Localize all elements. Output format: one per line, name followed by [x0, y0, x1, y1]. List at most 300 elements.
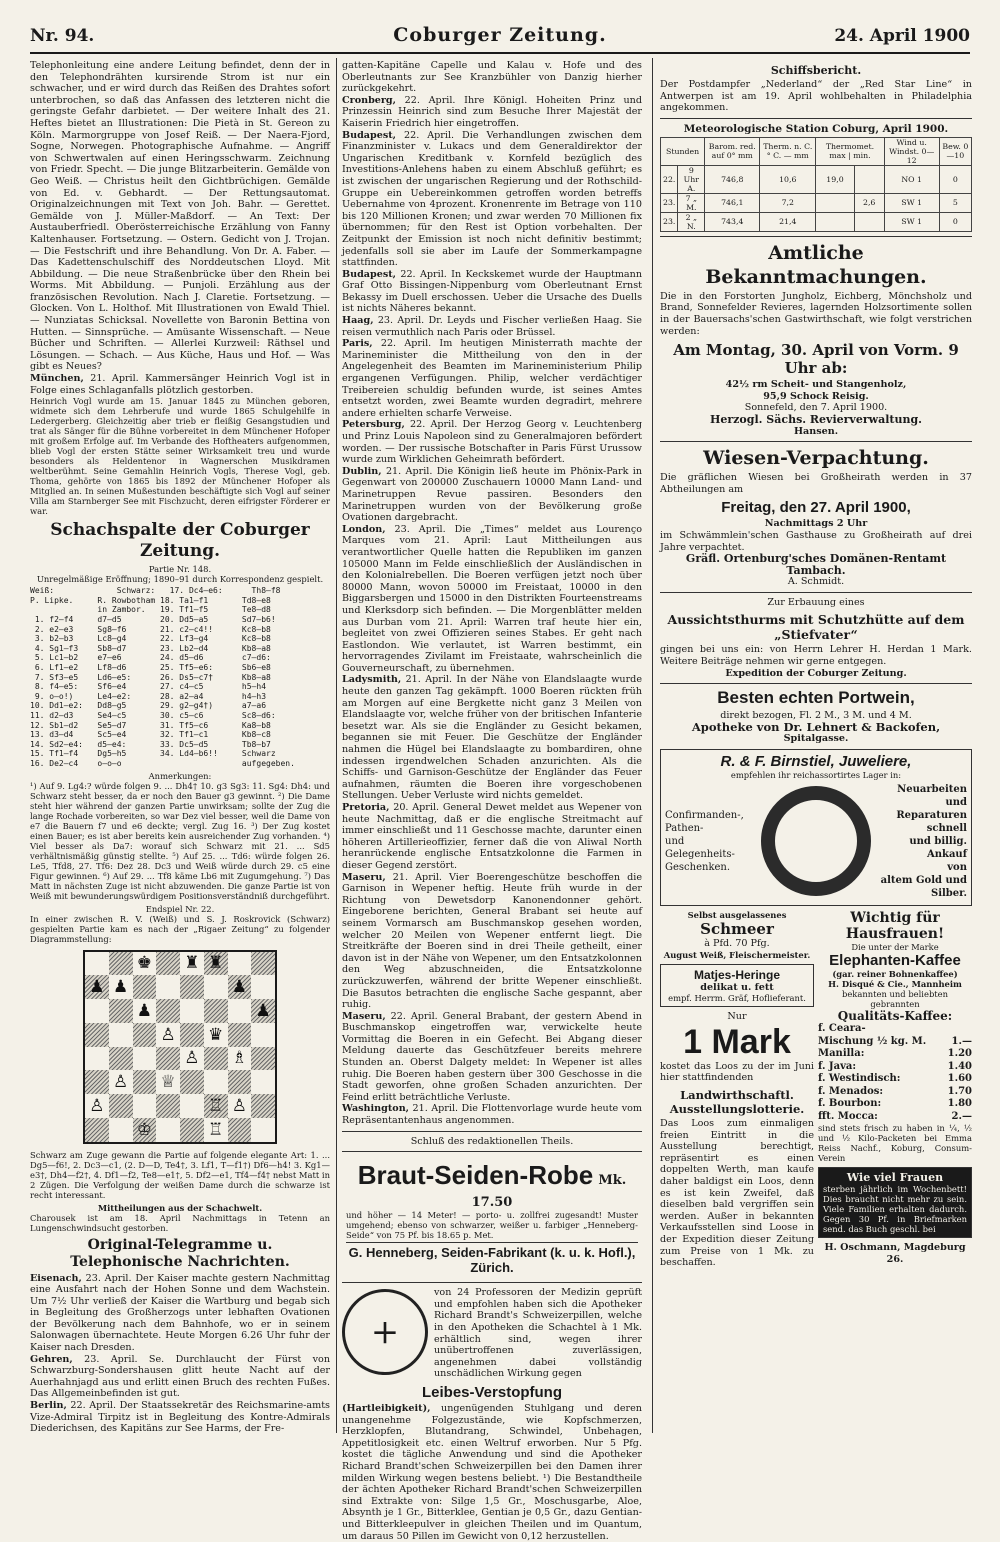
price-row: [818, 1098, 972, 1111]
ad-time: Nachmittags 2 Uhr: [764, 518, 868, 530]
weather-col-header: Barom. red. auf 0° mm: [705, 137, 760, 165]
board-square: [228, 1070, 252, 1094]
ad-title: Qualitäts-Kaffee:: [837, 1009, 953, 1024]
newspaper-title: Coburger Zeitung.: [393, 24, 607, 46]
ad-text: Die in den Forstorten Jungholz, Eichberg, Mönchsholz und Brand, Sonnefelder Revieres, lagernden Holzsortimente sollen in der Bauersachs'schen Gastwirthschaft, wie folgt verstrichen werden:: [660, 290, 972, 337]
article-budapest-2: Budapest, 22. April. In Keckskemet wurde der Hauptmann Graf Otto Bissingen-Nippenburg vom Oberleutnant Ernst Bekassy im Duell erschossen. Ueber die Ursache des Duells ist nichts Näheres bekannt.: [342, 268, 642, 315]
board-square: [109, 952, 133, 976]
ad-text: sind stets frisch zu haben in ¼, ½ und ½ Kilo-Packeten bei Emma Reiss Nachf., Koburg, Consum-Verein: [818, 1123, 972, 1164]
chess-piece-icon: ♛: [208, 1024, 224, 1045]
board-square: [251, 1023, 275, 1047]
board-square: [109, 975, 133, 999]
ad-title: 1 Mark: [683, 1022, 791, 1061]
dateline: München,: [30, 373, 84, 385]
chess-piece-icon: ♙: [231, 1095, 247, 1116]
dateline: Berlin,: [30, 1400, 67, 1412]
article-text: gatten-Kapitäne Capelle und Kalau v. Hofe und des Oberleutnants zur See Kranzbühler von Danzig hierher zurückgekehrt.: [342, 60, 642, 95]
weather-cell: [816, 193, 854, 212]
article-maseru-2: Maseru, 22. April. General Brabant, der gestern Abend in Buschmanskop eingetroffen war, verwickelte heute Vormittag die Boeren in ein Gefecht. Bei Abgang dieser Meldung dauerte das Geschützfeuer bereits mehrere Stunden an. Oberst Dalgety meldet: In Wepener ist alles ruhig. Die Boeren haben gestern über 300 Geschosse in die Stadt geworfen, ohne großen Schaden anzurichten. Der Feind erlitt beträchtliche Verluste.: [342, 1010, 642, 1103]
board-square: [228, 1094, 252, 1118]
ad-text: kostet das Loos zu der im Juni hier stattfindenden: [660, 1060, 814, 1084]
ad-price: à Pfd. 70 Pfg.: [704, 938, 770, 950]
article-berlin: Berlin, 22. April. Der Staatssekretär des Reichsmarine-amts Vize-Admiral Tirpitz ist in Begleitung des Kontre-Admirals Diederichsen, des Kapitäns zur See Harms, der Fre-: [30, 1400, 330, 1435]
dateline: Pretoria,: [342, 802, 390, 813]
ad-subtitle: empfehlen ihr reichassortirtes Lager in:: [730, 770, 902, 781]
ad-wiesen: [660, 446, 972, 588]
board-square: [85, 975, 109, 999]
ad-title: Matjes-Heringe: [693, 967, 781, 982]
board-square: [204, 1118, 228, 1142]
board-square: [85, 1070, 109, 1094]
ad-amtliche: [660, 241, 972, 437]
dateline: Maseru,: [342, 871, 386, 883]
chess-news-heading: Mittheilungen aus der Schachwelt.: [97, 1202, 263, 1213]
ad-list-item: Pathen-: [665, 822, 704, 834]
divider: [660, 118, 972, 119]
ad-matjes: [660, 964, 814, 1008]
weather-cell: 7 „ M.: [678, 193, 705, 212]
section-heading-chess: Schachspalte der Coburger Zeitung.: [50, 520, 310, 562]
board-square: [133, 1094, 157, 1118]
lottery-text: Das Loos zum einmaligen freien Eintritt in die Ausstellung berechtigt, repräsentirt es einen doppelten Werth, man kaufe daher baldigst ein Loos, denn es ist kein Zweifel, daß dieselben bald vergriffen sein werden. Außer in bekannten Verkaufsstellen sind Loose in der Expedition dieser Zeitung zum Preise von 1 Mk. zu beschaffen.: [660, 1118, 814, 1269]
board-square: [133, 1047, 157, 1071]
chess-piece-icon: ♗: [231, 1048, 247, 1069]
ad-signature: Herzogl. Sächs. Revierverwaltung.: [710, 412, 922, 426]
ad-title: Wie viel Frauen: [846, 1171, 944, 1185]
ad-text: bekannten und beliebten gebrannten: [841, 989, 949, 1010]
board-square: [85, 1023, 109, 1047]
section-heading-telegrams: Original-Telegramme u. Telephonische Nachrichten.: [70, 1236, 290, 1270]
chess-piece-icon: ♙: [184, 1048, 200, 1069]
chess-piece-icon: ♙: [89, 1095, 105, 1116]
article-haag: Haag, 23. April. Dr. Leyds und Fischer verließen Haag. Sie reisen vermuthlich nach Paris oder Brüssel.: [342, 315, 642, 338]
chess-piece-icon: ♟: [89, 977, 105, 998]
weather-col-header: Therm. n. C. ° C. — mm: [760, 137, 816, 165]
ad-title: R. & F. Birnstiel, Juweliere,: [720, 753, 912, 771]
weather-col-header: Wind u. Windst. 0—12: [884, 137, 939, 165]
end-of-editorial: Schluß des redaktionellen Theils.: [410, 1135, 574, 1147]
price-value: 1.60: [947, 1073, 972, 1085]
article-petersburg: Petersburg, 22. April. Der Herzog Georg v. Leuchtenberg und Prinz Louis Napoleon sind zu Generalmajoren befördert worden. — Der russische Botschafter in Paris Fürst Urussow wurde zum Wirklichen Geheimrath befördert.: [342, 419, 642, 466]
board-square: [228, 1023, 252, 1047]
divider: [342, 1282, 642, 1283]
ad-signature: empf. Herrm. Gräf, Hoflieferant.: [668, 993, 806, 1004]
board-square: [133, 1118, 157, 1142]
weather-table: [660, 137, 972, 232]
price-row: [818, 1073, 972, 1086]
weather-cell: 2 „ N.: [678, 212, 705, 231]
board-square: [204, 999, 228, 1023]
chess-moves: Weiß: Schwarz: 17. Dc4—e6: Th8—f8 P. Lipke. R. Rowbotham 18. Ta1—f1 Td8—e8 in Zambor. 19. Tf1—f5 Te8—d8 1. f2—f4 d7—d5 20. Dd5—a5 Sd7—b6! 2. e2—e3 Sg8—f6 21. c2—c4!! Kc8—b8 3. b2—b3 Lc8—g4 22. Lf3—g4 Kc8—b8 4. Sg1—f3 Sb8—d7 23. Lb2—d4 Kb8—a8 5. Lc1—b2 e7—e6 24. d5—d6 c7—d6: 6. Lf1—e2 Lf8—d6 25. Tf5—e6: Sb6—e8 7. Sf3—e5 Ld6—e5: 26. Ds5—c7† Kb8—a8 8. f4—e5: Sf6—e4 27. c4—c5 h5—h4 9. o—o!) Le4—e2: 28. a2—a4 h4—h3 10. Dd1—e2: Dd8—g5 29. g2—g4†) a7—a6 11. d2—d3 Se4—c5 30. c5—c6 Sc8—d6: 12. Sb1—d2 Se5—d7 31. Tf5—c6 Ka8—b8 13. d3—d4 Sc5—e4 32. Tf1—c1 Kb8—c8 14. Sd2—e4: d5—e4: 33. Dc5—d5 Tb8—b7 15. Tf1—f4 Dg5—h5 34. Ld4—b6!! Schwarz 16. De2—c4 o—o—o aufgegeben.: [30, 586, 295, 768]
weather-cell: 2,6: [854, 193, 884, 212]
ad-birnstiel: [660, 749, 972, 906]
chess-piece-icon: ♜: [208, 953, 224, 974]
article-washington: Washington, 21. April. Die Flottenvorlage wurde heute vom Repräsentantenhaus angenommen.: [342, 1103, 642, 1127]
board-square: [251, 1070, 275, 1094]
article-maseru: Maseru, 21. April. Vier Boerengeschütze beschoffen die Garnison in Wepener heftig. Heute früh wurde in der Richtung von Dewetsdorp Kanonendonner gehört. Eingeborene berichten, General Brabant sei heute auf seinem Vormarsch am Buschmanskop gesehen worden, welcher 20 Meilen von Wepener entfernt liegt. Die Streitkräfte der Boeren sind in drei Theile getheilt, einer davon ist in der Nähe von Wepener, um den Entsatzkolonnen den Weg abzuschneiden, die Entsatzkolonne zurückzuwerfen, während der britte Wepener einschließt. Die Basutos betrachten die englische Sache gespannt, aber ruhig.: [342, 871, 642, 1011]
ad-pre: Die unter der Marke: [851, 942, 939, 953]
ad-text: und höher — 14 Meter! — porto- u. zollfrei zugesandt! Muster umgehend; ebenso von schwarzer, weißer u. farbiger „Henneberg-Seide“ von 75 Pf. bis 18.65 p. Met.: [346, 1210, 638, 1241]
ring-icon: [761, 786, 871, 896]
dateline: Maseru,: [342, 1010, 386, 1022]
dateline: Budapest,: [342, 268, 396, 280]
board-square: [156, 1118, 180, 1142]
weather-cell: 22.: [661, 165, 678, 193]
ad-signature: Expedition der Coburger Zeitung.: [725, 667, 907, 679]
weather-cell: [854, 165, 884, 193]
issue-date: 24. April 1900: [834, 26, 970, 46]
ad-frauen: [818, 1167, 972, 1238]
ad-list-item: altem Gold und: [880, 874, 967, 886]
issue-number: Nr. 94.: [30, 26, 95, 46]
board-square: [85, 1118, 109, 1142]
board-square: [228, 999, 252, 1023]
ad-list-item: Geschenken.: [665, 861, 731, 873]
dateline: Gehren,: [30, 1353, 73, 1365]
ad-signature: August Weiß, Fleischermeister.: [663, 949, 811, 960]
price-name: Manilla:: [818, 1048, 865, 1060]
price-row: [818, 1111, 972, 1124]
board-square: [228, 975, 252, 999]
chess-piece-icon: ♖: [208, 1095, 224, 1116]
dateline: London,: [342, 523, 386, 535]
ad-text: sterben jährlich im Wochenbett! Dies braucht nicht mehr zu sein. Viele Familien erhalten dadurch. Gegen 30 Pf. in Briefmarken send. das Buch geschl. bei: [823, 1184, 967, 1235]
weather-cell: [816, 212, 854, 231]
board-square: [133, 1070, 157, 1094]
divider: [342, 1131, 642, 1132]
price-name: f. Java:: [818, 1060, 857, 1072]
column-rule: [336, 58, 337, 1433]
board-square: [180, 1047, 204, 1071]
board-square: [180, 1023, 204, 1047]
board-square: [85, 1094, 109, 1118]
board-square: [204, 1070, 228, 1094]
board-square: [156, 1070, 180, 1094]
board-square: [109, 999, 133, 1023]
board-square: [204, 1047, 228, 1071]
board-square: [251, 1118, 275, 1142]
ad-braut-seide: [342, 1156, 642, 1278]
board-square: [228, 1118, 252, 1142]
dateline: Eisenach,: [30, 1272, 82, 1284]
weather-cell: [854, 212, 884, 231]
board-square: [133, 999, 157, 1023]
ad-list-item: Ankauf: [926, 848, 967, 860]
ad-text: im Schwämmlein'schen Gasthause zu Großheirath auf drei Jahre verpachtet.: [660, 529, 972, 553]
endspiel-heading: Endspiel Nr. 22.: [145, 903, 215, 914]
chess-diagram: [83, 950, 277, 1144]
ad-subtitle: (gar. reiner Bohnenkaffee): [832, 969, 958, 980]
ad-signature: Hansen.: [793, 425, 839, 437]
ad-title: Schmeer: [700, 920, 774, 939]
dateline: Budapest,: [342, 129, 396, 141]
board-square: [180, 975, 204, 999]
article-london: London, 23. April. Die „Times“ meldet aus Lourenço Marques vom 21. April: Laut Mittheilungen aus verantwortlicher Quelle hatten die Republiken im ganzen 105000 Mann im Felde einschließlich der Ausländischen in den Kolonialrebellen. Die Boeren verfügen jetzt noch über 80000 Mann, wovon 50000 im Freistaat, 10000 in den Biggarsbergen und 15000 in den Distrikten Fourteenstreams und Klerksdorp sich befinden. — Die Morgenblätter melden aus Durban vom 21. April: Warren traf heute hier ein, begleitet von zwei Offizieren seines Stabes. Er geht nach Eastlondon. Wie verlautet, ist Warren bestimmt, ein hervorragendes Zivilamt im Freistaate, wahrscheinlich die Gouverneurschaft, zu übernehmen.: [342, 523, 642, 674]
ad-title: Braut-Seiden-Robe: [357, 1160, 594, 1191]
divider: [660, 683, 972, 684]
price-value: 1.70: [947, 1085, 972, 1097]
price-row: [818, 1048, 972, 1061]
price-name: Mischung ½ kg. M.: [818, 1035, 927, 1047]
weather-col-header: Stunden: [661, 137, 705, 165]
dateline: Paris,: [342, 338, 373, 350]
board-square: [85, 1047, 109, 1071]
ad-signature: Gräfl. Ortenburg'sches Domänen-Rentamt Tambach.: [685, 552, 947, 577]
divider: [660, 236, 972, 237]
board-square: [251, 1094, 275, 1118]
article-muenchen: München, 21. April. Kammersänger Heinrich Vogl ist in Folge eines Schlaganfalls plötzlich gestorben.: [30, 373, 330, 396]
column-3: [660, 60, 972, 1430]
chess-piece-icon: ♟: [113, 977, 129, 998]
chess-news: Charousek ist am 18. April Nachmittags in Tetenn an Lungenschwindsucht gestorben.: [30, 1212, 330, 1233]
dateline: Ladysmith,: [342, 674, 402, 686]
board-square: [251, 952, 275, 976]
board-square: [251, 975, 275, 999]
board-square: [180, 1118, 204, 1142]
weather-col-header: Thermomet. max | min.: [816, 137, 884, 165]
board-square: [180, 952, 204, 976]
cross-seal-icon: +: [342, 1289, 428, 1375]
price-value: 1.20: [947, 1048, 972, 1060]
endspiel-text: In einer zwischen R. V. (Weiß) und S. J. Roskrovick (Schwarz) gespielten Partie kam es nach der „Rigaer Zeitung“ zu folgender Diagrammstellung:: [30, 913, 330, 944]
weather-table-body: [661, 165, 972, 231]
price-list: [818, 1023, 972, 1123]
ad-list-item: und: [665, 835, 685, 847]
board-square: [109, 1094, 133, 1118]
weather-cell: 0: [939, 165, 971, 193]
price-name: f. Westindisch:: [818, 1073, 901, 1085]
ad-price: Mk. 17.50: [471, 1173, 627, 1211]
ship-report: Der Postdampfer „Nederland“ der „Red Star Line“ in Antwerpen ist am 19. April wohlbehalten in Philadelphia angekommen.: [660, 79, 972, 114]
board-square: [204, 975, 228, 999]
weather-cell: 19,0: [816, 165, 854, 193]
chess-piece-icon: ♟: [136, 1000, 152, 1021]
dateline: Petersburg,: [342, 419, 405, 431]
chess-piece-icon: ♔: [136, 1119, 152, 1140]
board-square: [156, 975, 180, 999]
ad-signature: A. Schmidt.: [787, 576, 845, 588]
weather-cell: NO 1: [884, 165, 939, 193]
weather-cell: 746,1: [705, 193, 760, 212]
board-square: [228, 1047, 252, 1071]
column-1: [30, 60, 330, 1435]
ad-text: Die gräflichen Wiesen bei Großheirath werden in 37 Abtheilungen am: [660, 472, 972, 495]
price-row: [818, 1086, 972, 1099]
article-cronberg: Cronberg, 22. April. Ihre Königl. Hoheiten Prinz und Prinzessin Heinrich sind zum Besuche Ihrer Majestät der Kaiserin Friedrich hier eingetroffen.: [342, 94, 642, 129]
article-dublin: Dublin, 21. April. Die Königin ließ heute im Phönix-Park in Gegenwart von 200000 Zuschauern 10000 Mann Land- und Marinetruppen Revue passiren. Besonders den Marinetruppen wurden von der Bevölkerung große Ovationen dargebracht.: [342, 465, 642, 524]
ad-list-item: Gelegenheits-: [665, 848, 735, 860]
ad-text: (Hartleibigkeit), ungenügenden Stuhlgang und deren unangenehme Folgezustände, wie Kopfschmerzen, Herzklopfen, Blutandrang, Schwindel, Unbehagen, Appetitlosigkeit etc. einen Weltruf erworben. Nur 5 Pfg. kostet die tägliche Anwendung und sind die Apotheker Richard Brandt'schen Schweizerpillen bei den Damen ihrer milden Wirkung wegen bestens beliebt. ¹) Die Bestandtheile der ächten Apotheker Richard Brandt'schen Schweizerpillen sind Extrakte von: Silge 1,5 Gr., Moschusgarbe, Aloe, Absynth je 1 Gr., Bitterklee, Gentian je 0,5 Gr., dazu Gentian- und Bitterkleepulver in gleichen Theilen und im Quantum, um daraus 50 Pillen im Gewicht von 0,12 herzustellen.: [342, 1402, 642, 1542]
chess-piece-icon: ♙: [160, 1024, 176, 1045]
board-square: [180, 999, 204, 1023]
board-square: [133, 952, 157, 976]
divider: [660, 441, 972, 442]
weather-cell: 5: [939, 193, 971, 212]
board-square: [204, 1094, 228, 1118]
weather-cell: SW 1: [884, 193, 939, 212]
ad-right-list: [871, 783, 967, 900]
board-square: [228, 952, 252, 976]
brand-name: Elephanten-Kaffee: [829, 952, 961, 970]
article-eisenach: Eisenach, 23. April. Der Kaiser machte gestern Nachmittag eine Ausfahrt nach der Hohen Sonne und dem Wachstein. Um 7½ Uhr verließ der Kaiser die Wartburg und begab sich in Begleitung des Großherzogs unter lebhaften Ovationen der Bevölkerung nach dem Bahnhofe, wo er in seinem Salonwagen übernachtete. Heute Morgen 6.26 Uhr fuhr der Kaiser nach Dresden.: [30, 1272, 330, 1354]
board-square: [109, 1023, 133, 1047]
weather-cell: 0: [939, 212, 971, 231]
ad-signature: Apotheke von Dr. Lehnert & Backofen,: [691, 719, 941, 734]
opening-name: Unregelmäßige Eröffnung; 1890–91 durch Korrespondenz gespielt.: [36, 574, 324, 585]
board-square: [156, 999, 180, 1023]
chess-notes: ¹) Auf 9. Lg4:? würde folgen 9. ... Dh4† 10. g3 Sg3: 11. Sg4: Dh4: und Schwarz steht besser, da er noch den Bauer g3 gewinnt. ²) Die Dame steht hier während der ganzen Partie unwirksam; sollte der Zug die lange Rochade vorbereiten, so war Dez viel besser, weil die Dame von e7 die Bauern f7 und e6 deckte; vergl. Zug 16. ³) Der Zug kostet einen Bauer; es ist aber bereits kein ausreichender Zug vorhanden. ⁴) Viel besser als Da7: worauf sich Schwarz mit 21. ... Sd5 verhältnismäßig günstig stellte. ⁵) Auf 25. ... Td6: würde folgen 26. Le5, Tfd8, 27. Tf6: Dez 28. Dc3 und Weiß würde durch 29. c5 eine Figur gewinnen. ⁶) Auf 29. ... Tf8 käme Lb6 mit Zugumgehung. ⁷) Das Matt in nächsten Zuge ist nicht abzuwenden. Die ganze Partie ist von Weiß mit bewunderungswürdigem Positionsverständniß durchgeführt.: [30, 780, 330, 901]
ship-report-heading: Schiffsbericht.: [770, 64, 862, 77]
price-name: f. Bourbon:: [818, 1098, 882, 1110]
ad-row: [660, 910, 972, 1269]
board-square: [204, 952, 228, 976]
article-text: Telephonleitung eine andere Leitung befindet, denn der in den Telephondrähten kursirende Strom ist nur ein schwacher, und er wird durch das Reißen des Drahtes sofort unterbrochen, so daß das Anfassen des letzteren nicht die geringste Gefahr darbietet. — Der weitere Inhalt des 21. Heftes bietet an Illustrationen: Die Pietà in St. Gereon zu Köln. Marmorgruppe von Josef Reiß. — Der Naera-Fjord, Sogne, Norwegen. Photographische Aufnahme. — Angriff von Schwertwalen auf einen Heringsschwarm. Zeichnung von Friedr. Specht. — Die junge Blitzarbeiterin. Gemälde von Geo Weiß. — Christus heilt den Gichtbrüchigen. Gemälde von Ed. v. Gebhardt. — Der Rettungsautomat. Originalzeichnungen mit Text von Joh. Bahr. — Gerettet. Gemälde von J. Müller-Maßdorf. — An Text: Der Austauberfriedl. Oberösterreichische Erzählung von Fanny Kaltenhauser. Fortsetzung. — Ostern. Gedicht von J. Trojan. — Die Festschrift und ihre Behandlung. Von Dr. A. Faber. — Das Kadettenschulschiff des Norddeutschen Lloyd. Mit Abbildung. — Die neue Straßenbrücke über den Rhein bei Worms. Mit Abbildung. — Punjoli. Erzählung aus der französischen Revolution. Nach J. Claretie. Fortsetzung. — Glocken. Von L. Holthof. Mit Illustrationen von Ewald Thiel. — Nunziatas Schicksal. Novellette von Baronin Bettina von Hutten. — Sinnsprüche. — Amüsante Wissenschaft. — Neue Bücher und Schriften. — Allerlei Kurzweil: Räthsel und Lösungen. — Schach. — Aus Küche, Haus und Hof. — Was gibt es Neues?: [30, 60, 330, 373]
board-square: [204, 1023, 228, 1047]
ad-elephanten-kaffee: [818, 910, 972, 1269]
board-square: [109, 1047, 133, 1071]
ad-list-item: von: [947, 861, 967, 873]
board-square: [180, 1094, 204, 1118]
board-square: [109, 1118, 133, 1142]
price-row: [818, 1061, 972, 1074]
auction-item: 95,9 Schock Reisig.: [763, 390, 869, 402]
ad-list-item: schnell: [926, 822, 967, 834]
price-row: [818, 1023, 972, 1036]
weather-cell: SW 1: [884, 212, 939, 231]
weather-table-header: [661, 137, 972, 165]
board-square: [180, 1070, 204, 1094]
ad-title: Aussichtsthurms mit Schutzhütte auf dem „Stiefvater“: [667, 612, 965, 643]
ad-pre: Selbst ausgelassenes: [687, 910, 787, 921]
board-square: [156, 1047, 180, 1071]
endspiel-solution: Schwarz am Zuge gewann die Partie auf folgende elegante Art: 1. ... Dg5—f6!, 2. Dc3—c1, (2. D—D, Te4†, 3. Lf1, T—f1†) Df6—h4! 3. Kg1—e3†, Dh4—f2†, 4. Df1—f2, Te8—e1†, 5. Df2—e1, Tf4—f4† nebst Matt in 2 Zügen. Die Verfolgung der weißen Dame durch die schwarze ist recht interessant.: [30, 1149, 330, 1200]
weather-row: [661, 193, 972, 212]
article-paris: Paris, 22. April. Im heutigen Ministerrath machte der Marineminister die Mittheilung von den in der Angelegenheit des Beamten im Marineministerium Philip ergangenen Verfügungen. Philip, welcher verdächtiger Treibereien schuldig befunden wurde, ist seines Amtes entsetzt worden, zwei Beamte wurden degradirt, mehrere andere erhielten scharfe Verweise.: [342, 338, 642, 419]
weather-cell: 746,8: [705, 165, 760, 193]
ad-title: Wiesen-Verpachtung.: [703, 447, 929, 470]
board-square: [133, 1023, 157, 1047]
board-square: [251, 1047, 275, 1071]
article-budapest: Budapest, 22. April. Die Verhandlungen zwischen dem Finanzminister v. Lukacs und dem Generaldirektor der Ungarischen Kreditbank v. Kornfeld bezüglich des Investitions-Anlehens haben zu einem Abschluß geführt; es ist zwischen der ungarischen Regierung und der Rothschild-Gruppe ein Uebereinkommen getroffen worden betreffs Uebernahme von 4prozent. Kronenrente im Betrage von 110 bis 120 Millionen Kronen; und zwar werden 70 Millionen fix übernommen; für den Rest ist Option vorbehalten. Der Zeitpunkt der Emission ist noch nicht definitiv bestimmt; jedenfalls soll sie aber im Laufe der Sommerkampagne stattfinden.: [342, 129, 642, 269]
ad-list-item: Reparaturen: [896, 809, 967, 821]
ad-title: Wichtig für Hausfrauen!: [845, 910, 945, 943]
auction-item: 42½ rm Scheit- und Stangenholz,: [725, 379, 907, 391]
ad-list-item: und: [945, 796, 967, 808]
chess-piece-icon: ♖: [208, 1119, 224, 1140]
ad-signature: H. Disqué & Cie., Mannheim: [828, 979, 962, 990]
board-square: [156, 1023, 180, 1047]
ad-signature: G. Henneberg, Seiden-Fabrikant (k. u. k. Hofl.), Zürich.: [346, 1242, 638, 1275]
ad-aussichtsturm: [660, 597, 972, 679]
ad-title: Besten echten Portwein,: [717, 688, 915, 708]
weather-cell: 9 Uhr A.: [678, 165, 705, 193]
weather-cell: 743,4: [705, 212, 760, 231]
price-value: 1.80: [947, 1098, 972, 1110]
ad-text: gingen bei uns ein: von Herrn Lehrer H. Herdan 1 Mark. Weitere Beiträge nehmen wir gerne entgegen.: [660, 644, 972, 668]
ad-pre: Zur Erbauung eines: [767, 596, 865, 608]
ad-signature: Spitalgasse.: [783, 733, 849, 745]
article-pretoria: Pretoria, 20. April. General Dewet meldet aus Wepener von heute Nachmittag, daß er die englische Streitmacht auf immer einschließt und 11 Geschosse machte, darunter einen höheren Artillerieoffizier, ferner daß die von Aliwal North heranrückende englische Entsatzkolonne die Farmen in dieser Gegend zerstört.: [342, 802, 642, 871]
chess-piece-icon: ♜: [184, 953, 200, 974]
dateline: Washington,: [342, 1103, 410, 1115]
weather-cell: 7,2: [760, 193, 816, 212]
weather-col-header: Bew. 0—10: [939, 137, 971, 165]
auction-date: Am Montag, 30. April von Vorm. 9 Uhr ab:: [673, 341, 959, 378]
board-square: [156, 952, 180, 976]
ad-text: von 24 Professoren der Medizin geprüft und empfohlen haben sich die Apotheker Richard Brandt's Schweizerpillen, welche in den Apotheken die Schachtel à 1 Mk. erhältlich sind, wegen ihrer unübertroffenen zuverlässigen, angenehmen dabei vollständig unschädlichen Wirkung gegen: [434, 1287, 642, 1380]
weather-row: [661, 165, 972, 193]
lottery-title: Landwirthschaftl. Ausstellungslotterie.: [669, 1088, 805, 1116]
chess-piece-icon: ♚: [136, 953, 152, 974]
chess-piece-icon: ♟: [255, 1000, 271, 1021]
price-row: [818, 1036, 972, 1049]
chess-piece-icon: ♕: [160, 1072, 176, 1093]
weather-cell: 10,6: [760, 165, 816, 193]
board-square: [109, 1070, 133, 1094]
chess-piece-icon: ♟: [231, 977, 247, 998]
weather-cell: 23.: [661, 212, 678, 231]
ad-text: direkt bezogen, Fl. 2 M., 3 M. und 4 M.: [720, 710, 912, 722]
ad-left-list: [665, 809, 761, 874]
ad-body: [665, 780, 967, 902]
board-square: [133, 975, 157, 999]
article-ladysmith: Ladysmith, 21. April. In der Nähe von Elandslaagte wurde heute den ganzen Tag gekämpft. 1000 Boeren rückten früh am Morgen auf eine Bergkette nicht ganz 3 Meilen von Elandslaagte vor, welche früher von der britischen Infanterie besetzt war. Als sie die Engländer zu Gesicht bekamen, begannen sie mit Feuer. Die Geschütze der Engländer nahmen die Hügel bei Elandslaagte zu bombardiren, ohne indessen irgendwelchen Schaden anzurichten. Als die Schiffs- und Garnison-Geschütze der Engländer das Feuer aufnahmen, räumten die Boeren ihre vorgeschobenen Stellungen. Ueber Verluste wird nichts gemeldet.: [342, 674, 642, 802]
board-square: [85, 952, 109, 976]
masthead: [30, 22, 970, 54]
divider: [660, 592, 972, 593]
column-rule: [652, 58, 653, 1433]
ad-text: delikat u. fett: [700, 981, 774, 993]
ad-list-item: Neuarbeiten: [897, 783, 967, 795]
board-square: [85, 999, 109, 1023]
ad-signature: H. Oschmann, Magdeburg 26.: [824, 1242, 966, 1265]
notes-heading: Anmerkungen:: [148, 770, 212, 781]
ad-list-item: und billig.: [909, 835, 967, 847]
weather-heading: Meteorologische Station Coburg, April 1900.: [683, 122, 949, 135]
ad-brandt-pillen: [342, 1287, 642, 1542]
dateline: Haag,: [342, 315, 374, 327]
ad-title: Leibes-Verstopfung: [421, 1383, 563, 1401]
board-square: [251, 999, 275, 1023]
price-name: fft. Mocca:: [818, 1110, 878, 1122]
price-value: 1.—: [951, 1035, 972, 1047]
price-name: f. Menados:: [818, 1085, 884, 1097]
article-text: Heinrich Vogl wurde am 15. Januar 1845 zu München geboren, widmete sich dem Lehrberufe und wurde 1865 Schulgehilfe in Ledergerberg. Gleichzeitig aber trieb er fleißig Gesangstudien und trat als Sänger für die Bühne vorbereitet in dem Münchener Hofoper mit großem Erfolge auf. Im Verbande des Hoftheaters aufgenommen, blieb Vogl der ersten Stätte seiner Wirksamkeit treu und wurde besonders als Heldentenor in Wagnerschen Musikdramen weltberühmt. Seine Gemahlin Heinrich Vogls, Therese Vogl, geb. Thoma, gehörte von 1865 bis 1892 der Münchener Hofoper als Mitglied an. In seinen Mußestunden beschäftigte sich Vogl auf seiner Villa am Starnberger See mit Fischzucht, deren eifrigster Förderer er war.: [30, 396, 330, 517]
weather-cell: 23.: [661, 193, 678, 212]
ad-list-item: Silber.: [930, 887, 967, 899]
ad-title: Amtliche Bekanntmachungen.: [705, 241, 927, 288]
price-name: f. Ceara-: [818, 1023, 866, 1035]
board-square: [156, 1094, 180, 1118]
price-value: 2.—: [951, 1110, 972, 1122]
ad-date: Sonnefeld, den 7. April 1900.: [744, 402, 888, 414]
dateline: Dublin,: [342, 465, 382, 477]
weather-row: [661, 212, 972, 231]
ad-schmeer: [660, 910, 814, 1269]
ad-date: Freitag, den 27. April 1900,: [721, 499, 911, 517]
price-value: 1.40: [947, 1060, 972, 1072]
ad-list-item: Confirmanden-,: [665, 809, 744, 821]
weather-cell: 21,4: [760, 212, 816, 231]
ad-pre: Nur: [727, 1011, 747, 1023]
ad-portwein: [660, 688, 972, 745]
partie-number: Partie Nr. 148.: [148, 564, 212, 575]
divider: [342, 1151, 642, 1152]
dateline: Cronberg,: [342, 94, 396, 106]
chess-piece-icon: ♙: [113, 1072, 129, 1093]
article-gehren: Gehren, 23. April. Se. Durchlaucht der Fürst von Schwarzburg-Sondershausen glitt heute Nacht auf der Auerhahnjagd aus und erlitt einen Bruch des rechten Fußes. Das Allgemeinbefinden ist gut.: [30, 1353, 330, 1400]
column-2: [342, 60, 642, 1542]
